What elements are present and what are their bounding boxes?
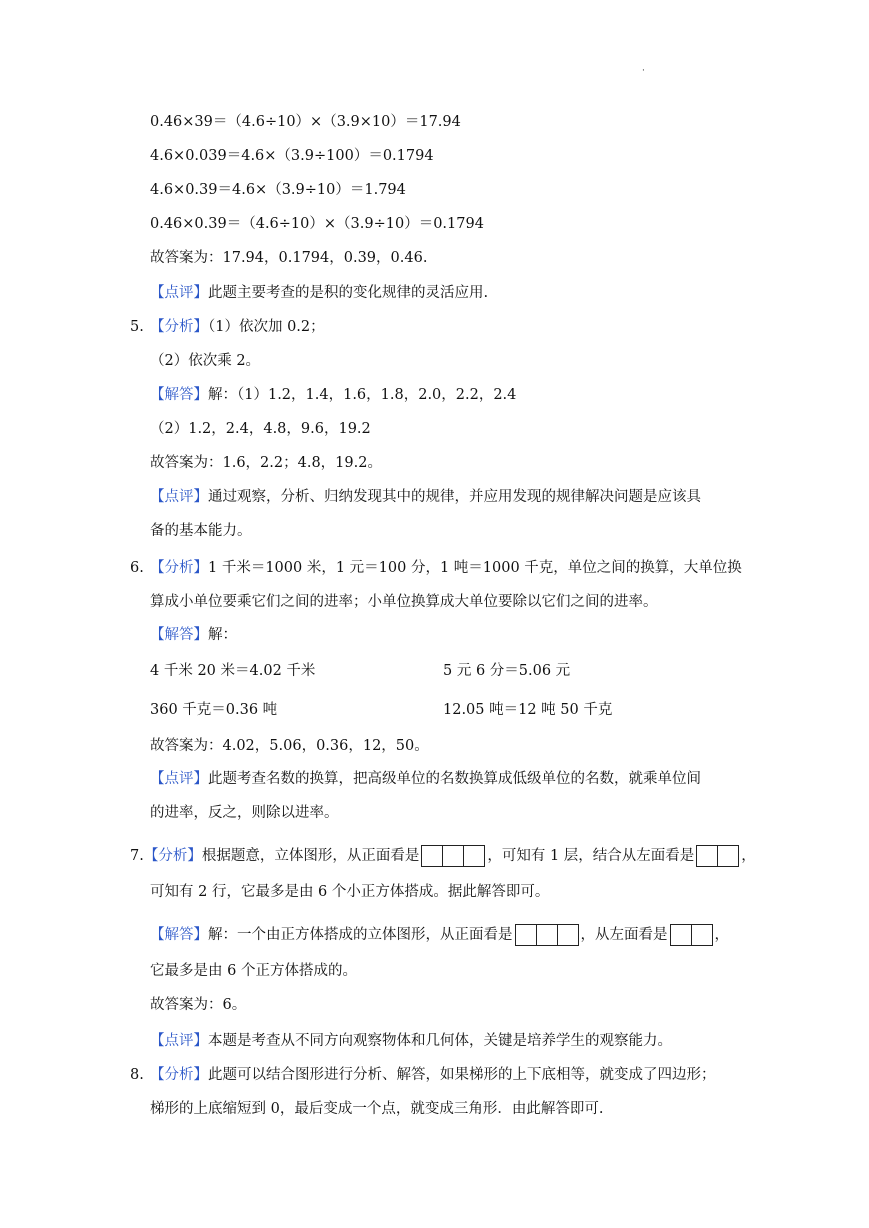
q7-analysis [130,845,756,867]
q5-answer [150,386,516,404]
q5-comment [150,488,701,506]
q4-comment-text: 此题主要考查的是积的变化规律的灵活应用. [208,285,489,301]
q4-line-1: 0.46×39＝（4.6÷10）×（3.9×10）＝17.94 [150,114,461,130]
q5-analysis-tag: 【分析】 [150,319,208,335]
q7-answer-1a: 解：一个由正方体搭成的立体图形，从正面看是 [208,927,513,943]
q5-analysis-2: （2）依次乘 2。 [150,353,261,369]
q6-conversion-2a: 360 千克＝0.36 吨 [150,702,278,718]
q7-number: 7. [130,848,144,864]
q4-comment-tag: 【点评】 [150,285,208,301]
q4-comment [150,284,488,302]
q4-final-answer: 故答案为：17.94，0.1794，0.39，0.46. [150,250,428,266]
q6-conversion-1b: 5 元 6 分＝5.06 元 [443,663,571,679]
q6-conversion-2b: 12.05 吨＝12 吨 50 千克 [443,702,613,718]
q6-number: 6. [130,560,144,576]
q7-answer [150,924,729,946]
q8-analysis-tag: 【分析】 [150,1067,208,1083]
q6-final-answer: 故答案为：4.02，5.06，0.36，12，50。 [150,738,429,754]
q6-analysis-tag: 【分析】 [150,560,208,576]
q6-answer-text: 解： [208,627,237,643]
q4-line-3: 4.6×0.39＝4.6×（3.9÷10）＝1.794 [150,182,406,198]
q7-analysis-1c: ， [741,848,756,864]
q6-comment-2: 的进率，反之，则除以进率。 [150,805,339,821]
q7-comment-text: 本题是考查从不同方向观察物体和几何体，关键是培养学生的观察能力。 [208,1033,672,1049]
front-view-three-squares [421,845,485,867]
q7-final-answer: 故答案为：6。 [150,997,247,1013]
q5-number: 5. [130,319,144,335]
q5-answer-tag: 【解答】 [150,387,208,403]
q7-analysis-tag: 【分析】 [143,848,202,864]
q6-comment-1: 此题考查名数的换算，把高级单位的名数换算成低级单位的名数，就乘单位间 [208,771,701,787]
left-view-two-squares [696,845,739,867]
q8-analysis-1: 此题可以结合图形进行分析、解答，如果梯形的上下底相等，就变成了四边形； [208,1067,716,1083]
q6-answer [150,626,237,644]
q6-answer-tag: 【解答】 [150,627,208,643]
q7-analysis-2: 可知有 2 行，它最多是由 6 个小正方体搭成。据此解答即可。 [150,884,550,900]
header-dot: · [642,66,645,76]
q7-answer-1c: ， [714,927,729,943]
q5-analysis [150,318,325,336]
q7-analysis-1a: 根据题意，立体图形，从正面看是 [201,848,420,864]
q6-analysis-2: 算成小单位要乘它们之间的进率；小单位换算成大单位要除以它们之间的进率。 [150,594,658,610]
left-view-two-squares-answer [670,924,713,946]
q5-analysis-1: （1）依次加 0.2； [208,319,325,335]
q4-line-4: 0.46×0.39＝（4.6÷10）×（3.9÷10）＝0.1794 [150,216,484,232]
front-view-three-squares-answer [515,924,579,946]
q6-analysis [150,559,742,577]
q8-number: 8. [130,1067,144,1083]
q5-final-answer: 故答案为：1.6，2.2；4.8，19.2。 [150,455,382,471]
q5-comment-tag: 【点评】 [150,489,208,505]
q7-answer-2: 它最多是由 6 个正方体搭成的。 [150,963,357,979]
q7-answer-tag: 【解答】 [150,927,208,943]
q6-comment-tag: 【点评】 [150,771,208,787]
q7-comment [150,1032,672,1050]
q5-comment-2: 备的基本能力。 [150,523,252,539]
q4-line-2: 4.6×0.039＝4.6×（3.9÷100）＝0.1794 [150,148,434,164]
q6-comment [150,770,701,788]
q7-answer-1b: ，从左面看是 [580,927,668,943]
q6-conversion-1a: 4 千米 20 米＝4.02 千米 [150,663,316,679]
q8-analysis [150,1066,716,1084]
q6-analysis-1: 1 千米＝1000 米，1 元＝100 分，1 吨＝1000 千克，单位之间的换算，大单位换 [208,560,742,576]
q8-analysis-2: 梯形的上底缩短到 0，最后变成一个点，就变成三角形．由此解答即可. [150,1101,604,1117]
q5-answer-2: （2）1.2，2.4，4.8，9.6，19.2 [150,421,371,437]
q7-analysis-1b: ，可知有 1 层，结合从左面看是 [487,848,695,864]
q5-answer-1: 解：（1）1.2，1.4，1.6，1.8，2.0，2.2，2.4 [208,387,517,403]
q5-comment-1: 通过观察，分析、归纳发现其中的规律，并应用发现的规律解决问题是应该具 [208,489,701,505]
q7-comment-tag: 【点评】 [150,1033,208,1049]
